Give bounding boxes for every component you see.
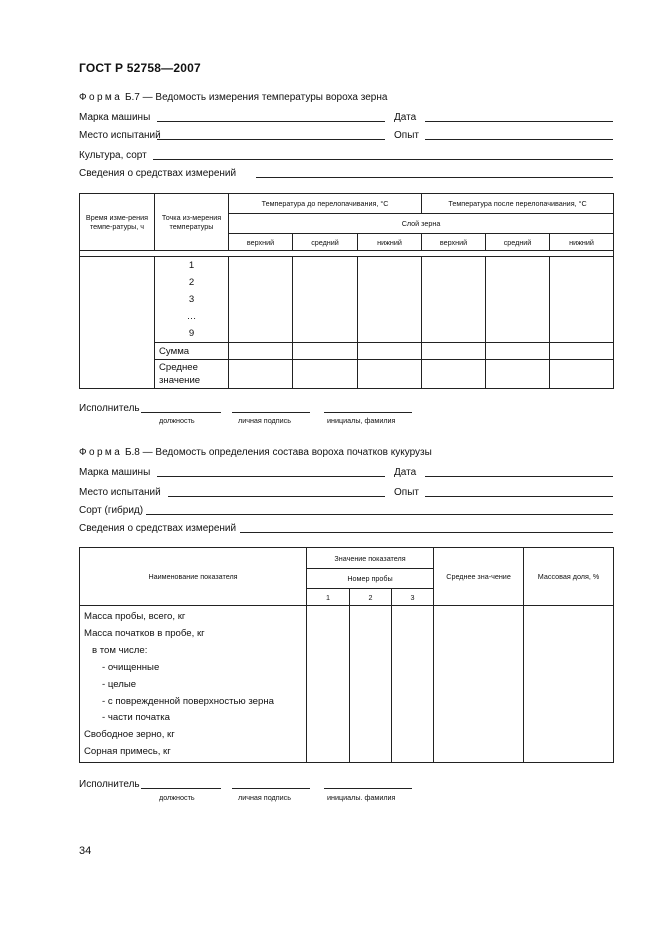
sum-cell[interactable] bbox=[293, 343, 358, 360]
layer-header: верхний bbox=[229, 234, 293, 251]
b8-date-label: Дата bbox=[394, 467, 417, 478]
b7-crop-label: Культура, сорт bbox=[79, 150, 147, 161]
b8-date-field[interactable] bbox=[425, 476, 613, 477]
sample-number: 3 bbox=[392, 589, 434, 606]
b7-name-field[interactable] bbox=[324, 412, 412, 413]
col-layer-header: Слой зерна bbox=[229, 214, 614, 234]
mean-label: Среднее значение bbox=[155, 360, 229, 389]
value-cell[interactable] bbox=[422, 257, 486, 343]
time-cell[interactable] bbox=[80, 257, 155, 389]
col-point-header: Точка из-мерения температуры bbox=[155, 194, 229, 251]
col-value-header: Значение показателя bbox=[307, 548, 434, 569]
b8-signature-field[interactable] bbox=[232, 788, 310, 789]
col-time-header: Время изме-рения темпе-ратуры, ч bbox=[80, 194, 155, 251]
value-cell[interactable] bbox=[358, 257, 422, 343]
b8-machine-label: Марка машины bbox=[79, 467, 151, 478]
b8-position-caption: должность bbox=[159, 793, 195, 802]
b7-test-label: Опыт bbox=[394, 130, 419, 141]
form-b8-title bbox=[79, 447, 432, 458]
b8-place-label: Место испытаний bbox=[79, 487, 161, 498]
mean-cell[interactable] bbox=[229, 360, 293, 389]
mean-cell[interactable] bbox=[358, 360, 422, 389]
mean-cell[interactable] bbox=[422, 360, 486, 389]
b7-temperature-table bbox=[79, 193, 614, 389]
b7-instruments-label: Сведения о средствах измерений bbox=[79, 168, 237, 179]
row-label: Сорная примесь, кг bbox=[84, 746, 171, 758]
b7-test-field[interactable] bbox=[425, 139, 613, 140]
col-after-header: Температура после перелопачивания, °С bbox=[422, 194, 614, 214]
b7-place-label: Место испытаний bbox=[79, 130, 161, 141]
b8-place-field[interactable] bbox=[168, 496, 385, 497]
b7-instruments-field[interactable] bbox=[256, 177, 613, 178]
form-word: Форма bbox=[79, 447, 123, 458]
row-label: Масса пробы, всего, кг bbox=[84, 611, 186, 622]
value-cell[interactable] bbox=[350, 606, 392, 763]
b7-crop-field[interactable] bbox=[153, 159, 613, 160]
b7-place-field[interactable] bbox=[157, 139, 385, 140]
mean-cell[interactable] bbox=[550, 360, 614, 389]
sample-number: 1 bbox=[307, 589, 350, 606]
form-b7-title-text: Б.7 — Ведомость измерения температуры вороха зерна bbox=[124, 92, 388, 103]
sum-cell[interactable] bbox=[422, 343, 486, 360]
layer-header: нижний bbox=[550, 234, 614, 251]
b8-name-field[interactable] bbox=[324, 788, 412, 789]
b7-machine-field[interactable] bbox=[157, 121, 385, 122]
b7-name-caption: инициалы, фамилия bbox=[327, 416, 396, 425]
sum-cell[interactable] bbox=[550, 343, 614, 360]
form-b8-title-text: Б.8 — Ведомость определения состава вороха початков кукурузы bbox=[124, 447, 432, 458]
b7-executor-label: Исполнитель bbox=[79, 403, 140, 414]
b8-position-field[interactable] bbox=[141, 788, 221, 789]
point-label: 2 bbox=[188, 277, 195, 288]
mass-cell[interactable] bbox=[524, 606, 614, 763]
col-sample-header: Номер пробы bbox=[307, 569, 434, 589]
b7-position-caption: должность bbox=[159, 416, 195, 425]
layer-header: средний bbox=[486, 234, 550, 251]
col-mean-header: Среднее зна-чение bbox=[434, 548, 524, 606]
row-label: - целые bbox=[102, 678, 137, 690]
b8-test-field[interactable] bbox=[425, 496, 613, 497]
value-cell[interactable] bbox=[307, 606, 350, 763]
b7-signature-caption: личная подпись bbox=[238, 416, 291, 425]
b8-test-label: Опыт bbox=[394, 487, 419, 498]
sum-cell[interactable] bbox=[358, 343, 422, 360]
point-label: … bbox=[186, 311, 197, 322]
sum-label: Сумма bbox=[155, 343, 229, 360]
layer-header: средний bbox=[293, 234, 358, 251]
col-before-header: Температура до перелопачивания, °С bbox=[229, 194, 422, 214]
value-cell[interactable] bbox=[293, 257, 358, 343]
b8-name-caption: инициалы. фамилия bbox=[327, 793, 396, 802]
row-label: Свободное зерно, кг bbox=[84, 729, 175, 741]
b7-date-field[interactable] bbox=[425, 121, 613, 122]
col-mass-header: Массовая доля, % bbox=[524, 548, 614, 606]
b7-machine-label: Марка машины bbox=[79, 112, 151, 123]
value-cell[interactable] bbox=[392, 606, 434, 763]
b8-composition-table bbox=[79, 547, 614, 763]
sum-cell[interactable] bbox=[229, 343, 293, 360]
b8-instruments-label: Сведения о средствах измерений bbox=[79, 523, 237, 534]
b8-signature-caption: личная подпись bbox=[238, 793, 291, 802]
b7-position-field[interactable] bbox=[141, 412, 221, 413]
row-label: Масса початков в пробе, кг bbox=[84, 627, 205, 639]
value-cell[interactable] bbox=[550, 257, 614, 343]
b8-variety-field[interactable] bbox=[146, 514, 613, 515]
b8-executor-label: Исполнитель bbox=[79, 779, 140, 790]
value-cell[interactable] bbox=[229, 257, 293, 343]
row-label: - с поврежденной поверхностью зерна bbox=[102, 695, 274, 707]
b7-signature-field[interactable] bbox=[232, 412, 310, 413]
mean-cell[interactable] bbox=[293, 360, 358, 389]
row-label: - части початка bbox=[102, 712, 170, 724]
row-label: в том числе: bbox=[92, 644, 148, 656]
b8-machine-field[interactable] bbox=[157, 476, 385, 477]
page-number: 34 bbox=[79, 845, 92, 857]
layer-header: нижний bbox=[358, 234, 422, 251]
col-name-header: Наименование показателя bbox=[80, 548, 307, 606]
mean-cell[interactable] bbox=[486, 360, 550, 389]
layer-header: верхний bbox=[422, 234, 486, 251]
sample-number: 2 bbox=[350, 589, 392, 606]
point-label: 3 bbox=[188, 294, 195, 305]
b7-date-label: Дата bbox=[394, 112, 417, 123]
point-label: 9 bbox=[188, 328, 195, 339]
value-cell[interactable] bbox=[486, 257, 550, 343]
sum-cell[interactable] bbox=[486, 343, 550, 360]
form-b7-title bbox=[79, 92, 387, 103]
b8-instruments-field[interactable] bbox=[240, 532, 613, 533]
document-header: ГОСТ Р 52758—2007 bbox=[79, 61, 201, 75]
form-word: Форма bbox=[79, 92, 123, 103]
b8-variety-label: Сорт (гибрид) bbox=[79, 505, 144, 516]
point-label: 1 bbox=[188, 260, 195, 271]
row-label: - очищенные bbox=[102, 661, 160, 673]
mean-cell[interactable] bbox=[434, 606, 524, 763]
